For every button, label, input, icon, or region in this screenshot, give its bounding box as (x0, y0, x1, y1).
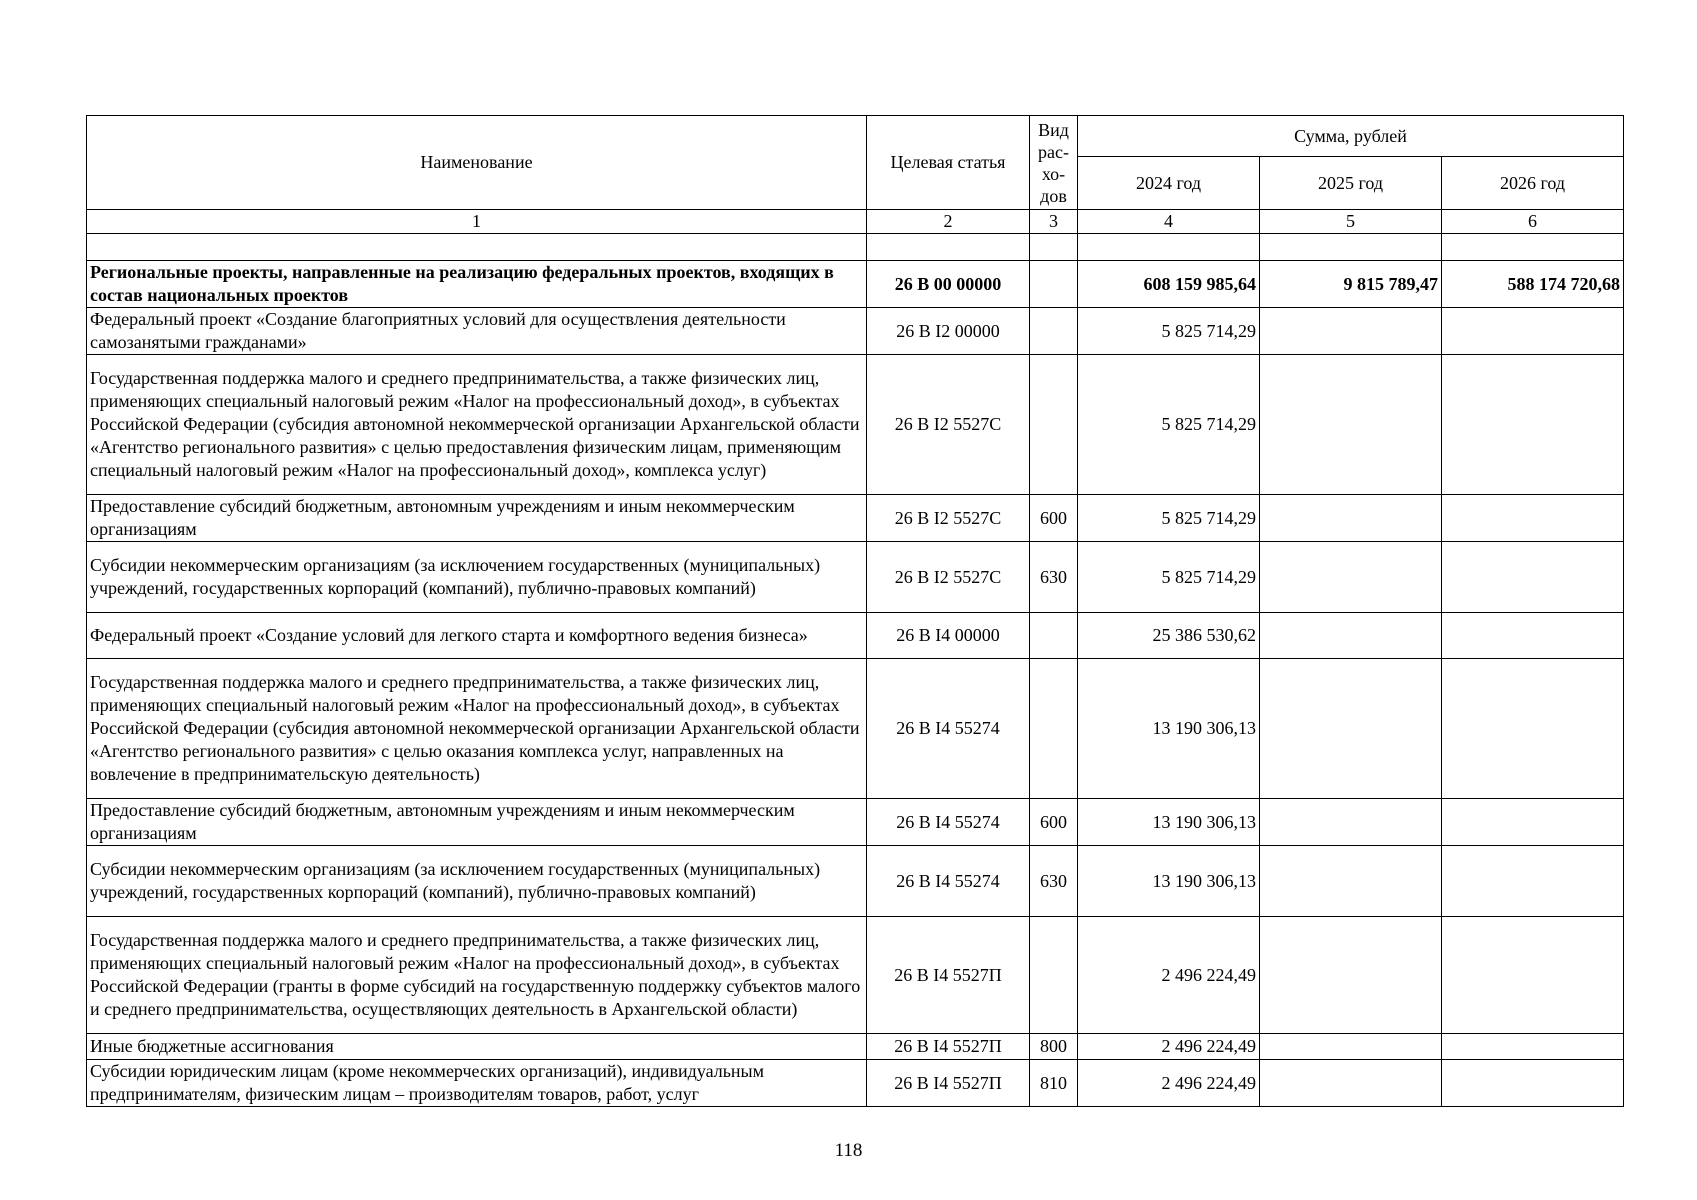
row-amount-2024: 5 825 714,29 (1078, 495, 1260, 542)
row-target-article: 26 В 00 00000 (867, 261, 1030, 308)
row-target-article: 26 В I4 00000 (867, 613, 1030, 659)
row-target-article: 26 В I4 55274 (867, 799, 1030, 846)
column-number: 2 (867, 210, 1030, 234)
row-name: Субсидии некоммерческим организациям (за исключением государственных (муниципальных) учреждений, государственных корпораций (компаний), публично-правовых компаний) (87, 542, 867, 613)
row-amount-2026 (1442, 917, 1624, 1034)
table-row (87, 917, 1624, 1034)
row-amount-2024: 5 825 714,29 (1078, 308, 1260, 355)
row-name: Государственная поддержка малого и среднего предпринимательства, а также физических лиц, применяющих специальный налоговый режим «Налог на профессиональный доход», в субъектах Российской Федерации (субсидия автономной некоммерческой организации Архангельской области «Агентство регионального развития» с целью оказания комплекса услуг, направленных на вовлечение в предпринимательскую деятельность) (87, 659, 867, 799)
row-target-article: 26 В I2 00000 (867, 308, 1030, 355)
table-row (87, 613, 1624, 659)
row-amount-2026 (1442, 355, 1624, 495)
column-number: 1 (87, 210, 867, 234)
table-row (87, 799, 1624, 846)
row-amount-2026 (1442, 846, 1624, 917)
row-target-article: 26 В I2 5527С (867, 355, 1030, 495)
row-amount-2026 (1442, 308, 1624, 355)
row-amount-2025 (1260, 542, 1442, 613)
table-row (87, 355, 1624, 495)
row-expense-type: 810 (1030, 1060, 1078, 1107)
row-expense-type (1030, 308, 1078, 355)
row-target-article: 26 В I4 5527П (867, 1060, 1030, 1107)
row-amount-2024: 5 825 714,29 (1078, 355, 1260, 495)
header-name: Наименование (87, 116, 867, 210)
table-row (87, 659, 1624, 799)
row-name: Федеральный проект «Создание благоприятных условий для осуществления деятельности самозанятыми гражданами» (87, 308, 867, 355)
row-amount-2024: 13 190 306,13 (1078, 659, 1260, 799)
row-target-article: 26 В I2 5527С (867, 495, 1030, 542)
row-amount-2026 (1442, 1034, 1624, 1060)
budget-table (86, 115, 1624, 1107)
table-row (87, 846, 1624, 917)
row-expense-type (1030, 613, 1078, 659)
row-amount-2025 (1260, 659, 1442, 799)
row-amount-2025 (1260, 1034, 1442, 1060)
row-amount-2025 (1260, 613, 1442, 659)
row-expense-type (1030, 917, 1078, 1034)
column-number: 5 (1260, 210, 1442, 234)
row-name: Государственная поддержка малого и среднего предпринимательства, а также физических лиц, применяющих специальный налоговый режим «Налог на профессиональный доход», в субъектах Российской Федерации (гранты в форме субсидий на государственную поддержку субъектов малого и среднего предпринимательства, осуществляющих деятельность в Архангельской области) (87, 917, 867, 1034)
row-expense-type: 600 (1030, 495, 1078, 542)
page-number: 118 (834, 1140, 863, 1161)
spacer-row (87, 234, 1624, 261)
row-amount-2025 (1260, 495, 1442, 542)
table-row (87, 308, 1624, 355)
row-expense-type: 600 (1030, 799, 1078, 846)
header-expense-type: Вид рас-хо-дов (1030, 116, 1078, 210)
header-year-2024: 2024 год (1078, 157, 1260, 210)
header-year-2026: 2026 год (1442, 157, 1624, 210)
row-amount-2025 (1260, 1060, 1442, 1107)
row-amount-2025: 9 815 789,47 (1260, 261, 1442, 308)
row-target-article: 26 В I4 55274 (867, 659, 1030, 799)
column-number: 6 (1442, 210, 1624, 234)
row-amount-2026 (1442, 659, 1624, 799)
row-amount-2026 (1442, 613, 1624, 659)
header-target-article: Целевая статья (867, 116, 1030, 210)
row-target-article: 26 В I2 5527С (867, 542, 1030, 613)
row-expense-type (1030, 659, 1078, 799)
row-name: Иные бюджетные ассигнования (87, 1034, 867, 1060)
row-expense-type: 630 (1030, 846, 1078, 917)
row-amount-2026 (1442, 799, 1624, 846)
row-amount-2026: 588 174 720,68 (1442, 261, 1624, 308)
table-row (87, 1060, 1624, 1107)
row-amount-2026 (1442, 542, 1624, 613)
row-amount-2024: 13 190 306,13 (1078, 799, 1260, 846)
header-year-2025: 2025 год (1260, 157, 1442, 210)
table-row (87, 542, 1624, 613)
column-number: 4 (1078, 210, 1260, 234)
row-amount-2024: 5 825 714,29 (1078, 542, 1260, 613)
row-target-article: 26 В I4 55274 (867, 846, 1030, 917)
row-expense-type: 630 (1030, 542, 1078, 613)
row-name: Субсидии юридическим лицам (кроме некоммерческих организаций), индивидуальным предпринимателям, физическим лицам – производителям товаров, работ, услуг (87, 1060, 867, 1107)
row-amount-2026 (1442, 495, 1624, 542)
row-amount-2024: 25 386 530,62 (1078, 613, 1260, 659)
row-amount-2025 (1260, 355, 1442, 495)
column-number: 3 (1030, 210, 1078, 234)
row-expense-type: 800 (1030, 1034, 1078, 1060)
row-name: Предоставление субсидий бюджетным, автономным учреждениям и иным некоммерческим организациям (87, 799, 867, 846)
row-name: Федеральный проект «Создание условий для легкого старта и комфортного ведения бизнеса» (87, 613, 867, 659)
row-expense-type (1030, 355, 1078, 495)
header-sum: Сумма, рублей (1078, 116, 1624, 157)
table-row (87, 495, 1624, 542)
row-amount-2024: 608 159 985,64 (1078, 261, 1260, 308)
table-row (87, 261, 1624, 308)
row-amount-2024: 2 496 224,49 (1078, 1034, 1260, 1060)
row-amount-2024: 2 496 224,49 (1078, 917, 1260, 1034)
row-target-article: 26 В I4 5527П (867, 917, 1030, 1034)
row-name: Предоставление субсидий бюджетным, автономным учреждениям и иным некоммерческим организациям (87, 495, 867, 542)
row-amount-2025 (1260, 799, 1442, 846)
row-amount-2025 (1260, 917, 1442, 1034)
row-target-article: 26 В I4 5527П (867, 1034, 1030, 1060)
row-expense-type (1030, 261, 1078, 308)
row-amount-2026 (1442, 1060, 1624, 1107)
row-name: Региональные проекты, направленные на реализацию федеральных проектов, входящих в состав национальных проектов (87, 261, 867, 308)
row-name: Субсидии некоммерческим организациям (за исключением государственных (муниципальных) учреждений, государственных корпораций (компаний), публично-правовых компаний) (87, 846, 867, 917)
table-row (87, 1034, 1624, 1060)
row-name: Государственная поддержка малого и среднего предпринимательства, а также физических лиц, применяющих специальный налоговый режим «Налог на профессиональный доход», в субъектах Российской Федерации (субсидия автономной некоммерческой организации Архангельской области «Агентство регионального развития» с целью предоставления физическим лицам, применяющим специальный налоговый режим «Налог на профессиональный доход», комплекса услуг) (87, 355, 867, 495)
row-amount-2024: 2 496 224,49 (1078, 1060, 1260, 1107)
row-amount-2024: 13 190 306,13 (1078, 846, 1260, 917)
row-amount-2025 (1260, 846, 1442, 917)
row-amount-2025 (1260, 308, 1442, 355)
